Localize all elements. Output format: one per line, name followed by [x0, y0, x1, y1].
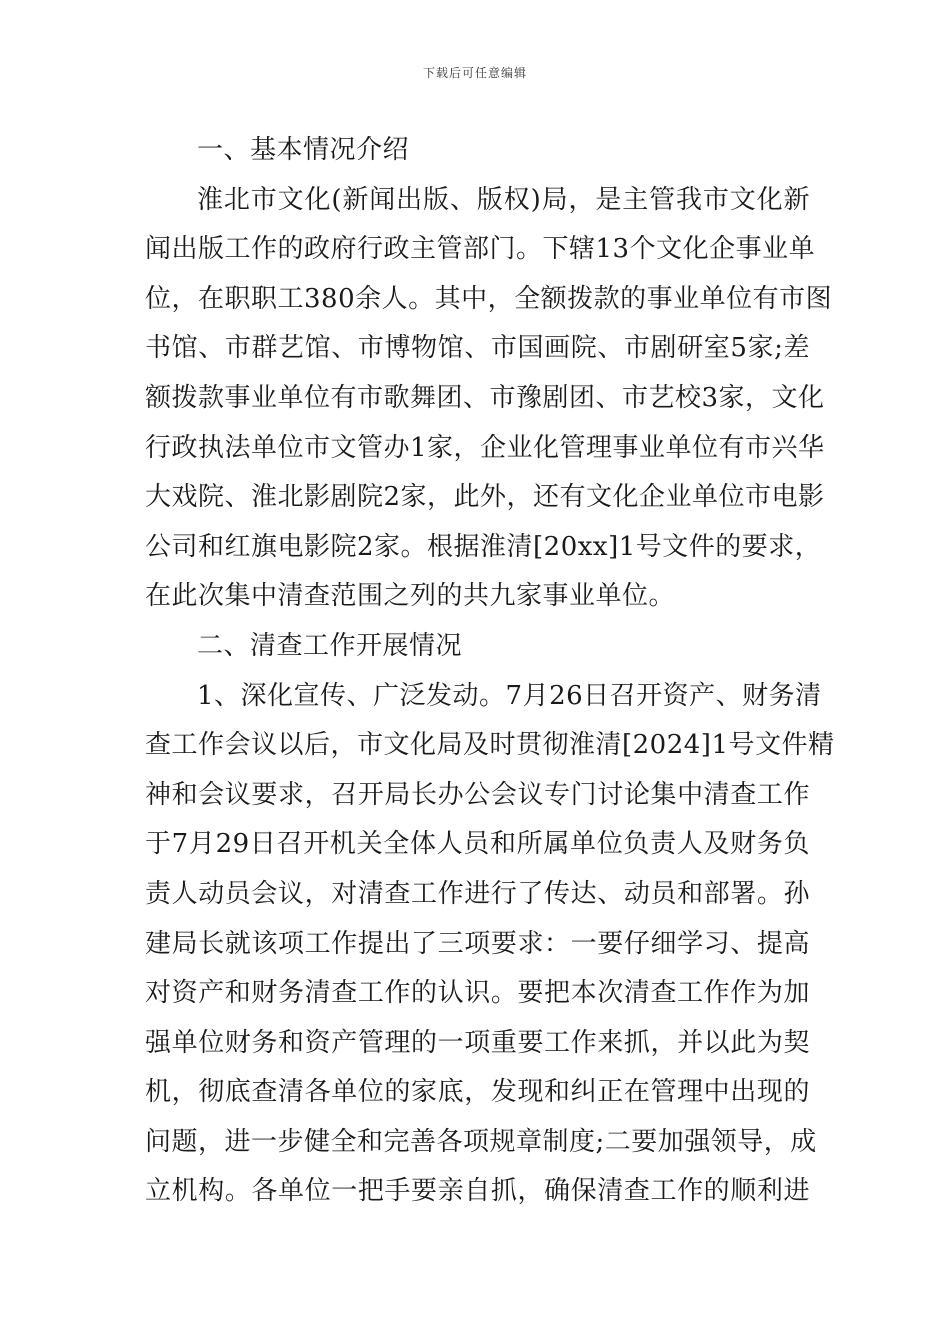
text-line: 神和会议要求，召开局长办公会议专门讨论集中清查工作 — [145, 779, 810, 810]
section-heading: 一、基本情况介绍 — [197, 135, 410, 165]
text-line: 在此次集中清查范围之列的共九家事业单位。 — [145, 581, 676, 612]
page-header: 下载后可任意编辑 — [422, 66, 527, 80]
text-line: 1、深化宣传、广泛发动。7月26日召开资产、财务清 — [197, 680, 822, 711]
text-line: 立机构。各单位一把手要亲自抓，确保清查工作的顺利进 — [145, 1176, 810, 1207]
text-line: 于7月29日召开机关全体人员和所属单位负责人及财务负 — [145, 829, 810, 860]
section-heading: 二、清查工作开展情况 — [197, 630, 463, 661]
text-line: 额拨款事业单位有市歌舞团、市豫剧团、市艺校3家，文化 — [145, 382, 825, 413]
text-line: 行政执法单位市文管办1家，企业化管理事业单位有市兴华 — [145, 432, 825, 463]
text-line: 建局长就该项工作提出了三项要求：一要仔细学习、提高 — [145, 928, 810, 959]
text-line: 大戏院、淮北影剧院2家，此外，还有文化企业单位市电影 — [145, 482, 825, 513]
text-line: 位，在职职工380余人。其中，全额拨款的事业单位有市图 — [145, 283, 833, 314]
text-line: 查工作会议以后，市文化局及时贯彻淮清[2024]1号文件精 — [145, 730, 835, 761]
text-line: 书馆、市群艺馆、市博物馆、市国画院、市剧研室5家;差 — [145, 333, 810, 364]
text-line: 机，彻底查清各单位的家底，发现和纠正在管理中出现的 — [145, 1077, 810, 1108]
text-line: 公司和红旗电影院2家。根据淮清[20xx]1号文件的要求， — [145, 531, 822, 562]
document-body — [145, 130, 835, 1221]
text-line: 责人动员会议，对清查工作进行了传达、动员和部署。孙 — [145, 878, 810, 909]
text-line: 淮北市文化(新闻出版、版权)局，是主管我市文化新 — [197, 184, 810, 215]
text-line: 对资产和财务清查工作的认识。要把本次清查工作作为加 — [145, 978, 810, 1009]
text-line: 问题，进一步健全和完善各项规章制度;二要加强领导，成 — [145, 1126, 817, 1157]
text-line: 强单位财务和资产管理的一项重要工作来抓，并以此为契 — [145, 1027, 810, 1058]
text-line: 闻出版工作的政府行政主管部门。下辖13个文化企事业单 — [145, 234, 816, 265]
